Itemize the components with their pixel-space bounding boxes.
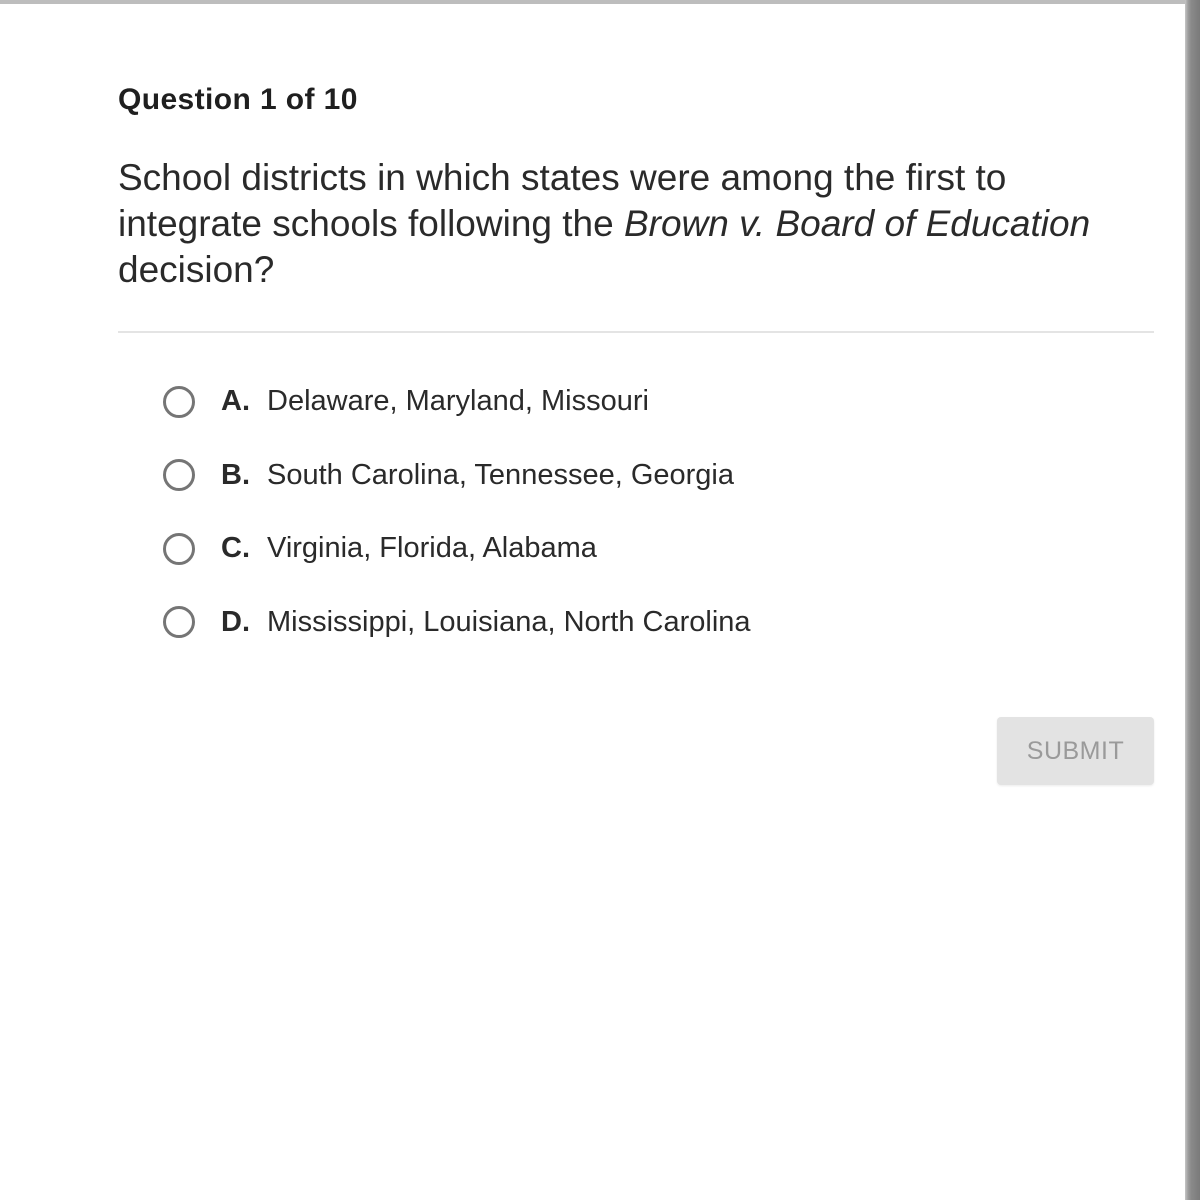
- option-letter: A.: [221, 385, 250, 418]
- window-top-border: [0, 0, 1185, 4]
- option-d[interactable]: [160, 586, 751, 660]
- option-text: South Carolina, Tennessee, Georgia: [267, 458, 734, 491]
- window-right-edge: [1185, 0, 1200, 1200]
- option-text: Delaware, Maryland, Missouri: [267, 385, 649, 418]
- question-progress-label: Question 1 of 10: [118, 83, 358, 116]
- option-letter: B.: [221, 458, 250, 491]
- radio-button-icon[interactable]: [163, 386, 195, 418]
- submit-button[interactable]: SUBMIT: [997, 717, 1154, 785]
- radio-button-icon[interactable]: [163, 606, 195, 638]
- answer-options: [160, 365, 751, 659]
- option-b[interactable]: [160, 439, 751, 513]
- radio-button-icon[interactable]: [163, 533, 195, 565]
- prompt-text-after: decision?: [118, 249, 275, 290]
- divider: [118, 331, 1154, 333]
- question-panel: [118, 80, 1154, 293]
- radio-button-icon[interactable]: [163, 459, 195, 491]
- prompt-case-name: Brown v. Board of Education: [623, 203, 1091, 244]
- option-a[interactable]: [160, 365, 751, 439]
- option-text: Virginia, Florida, Alabama: [267, 532, 597, 565]
- option-c[interactable]: [160, 512, 751, 586]
- option-letter: C.: [221, 532, 250, 565]
- option-letter: D.: [221, 605, 250, 638]
- question-prompt: [118, 155, 1154, 293]
- prompt-text-before: School districts in which states were among the first to integrate schools following the: [118, 157, 1007, 244]
- option-text: Mississippi, Louisiana, North Carolina: [267, 605, 751, 638]
